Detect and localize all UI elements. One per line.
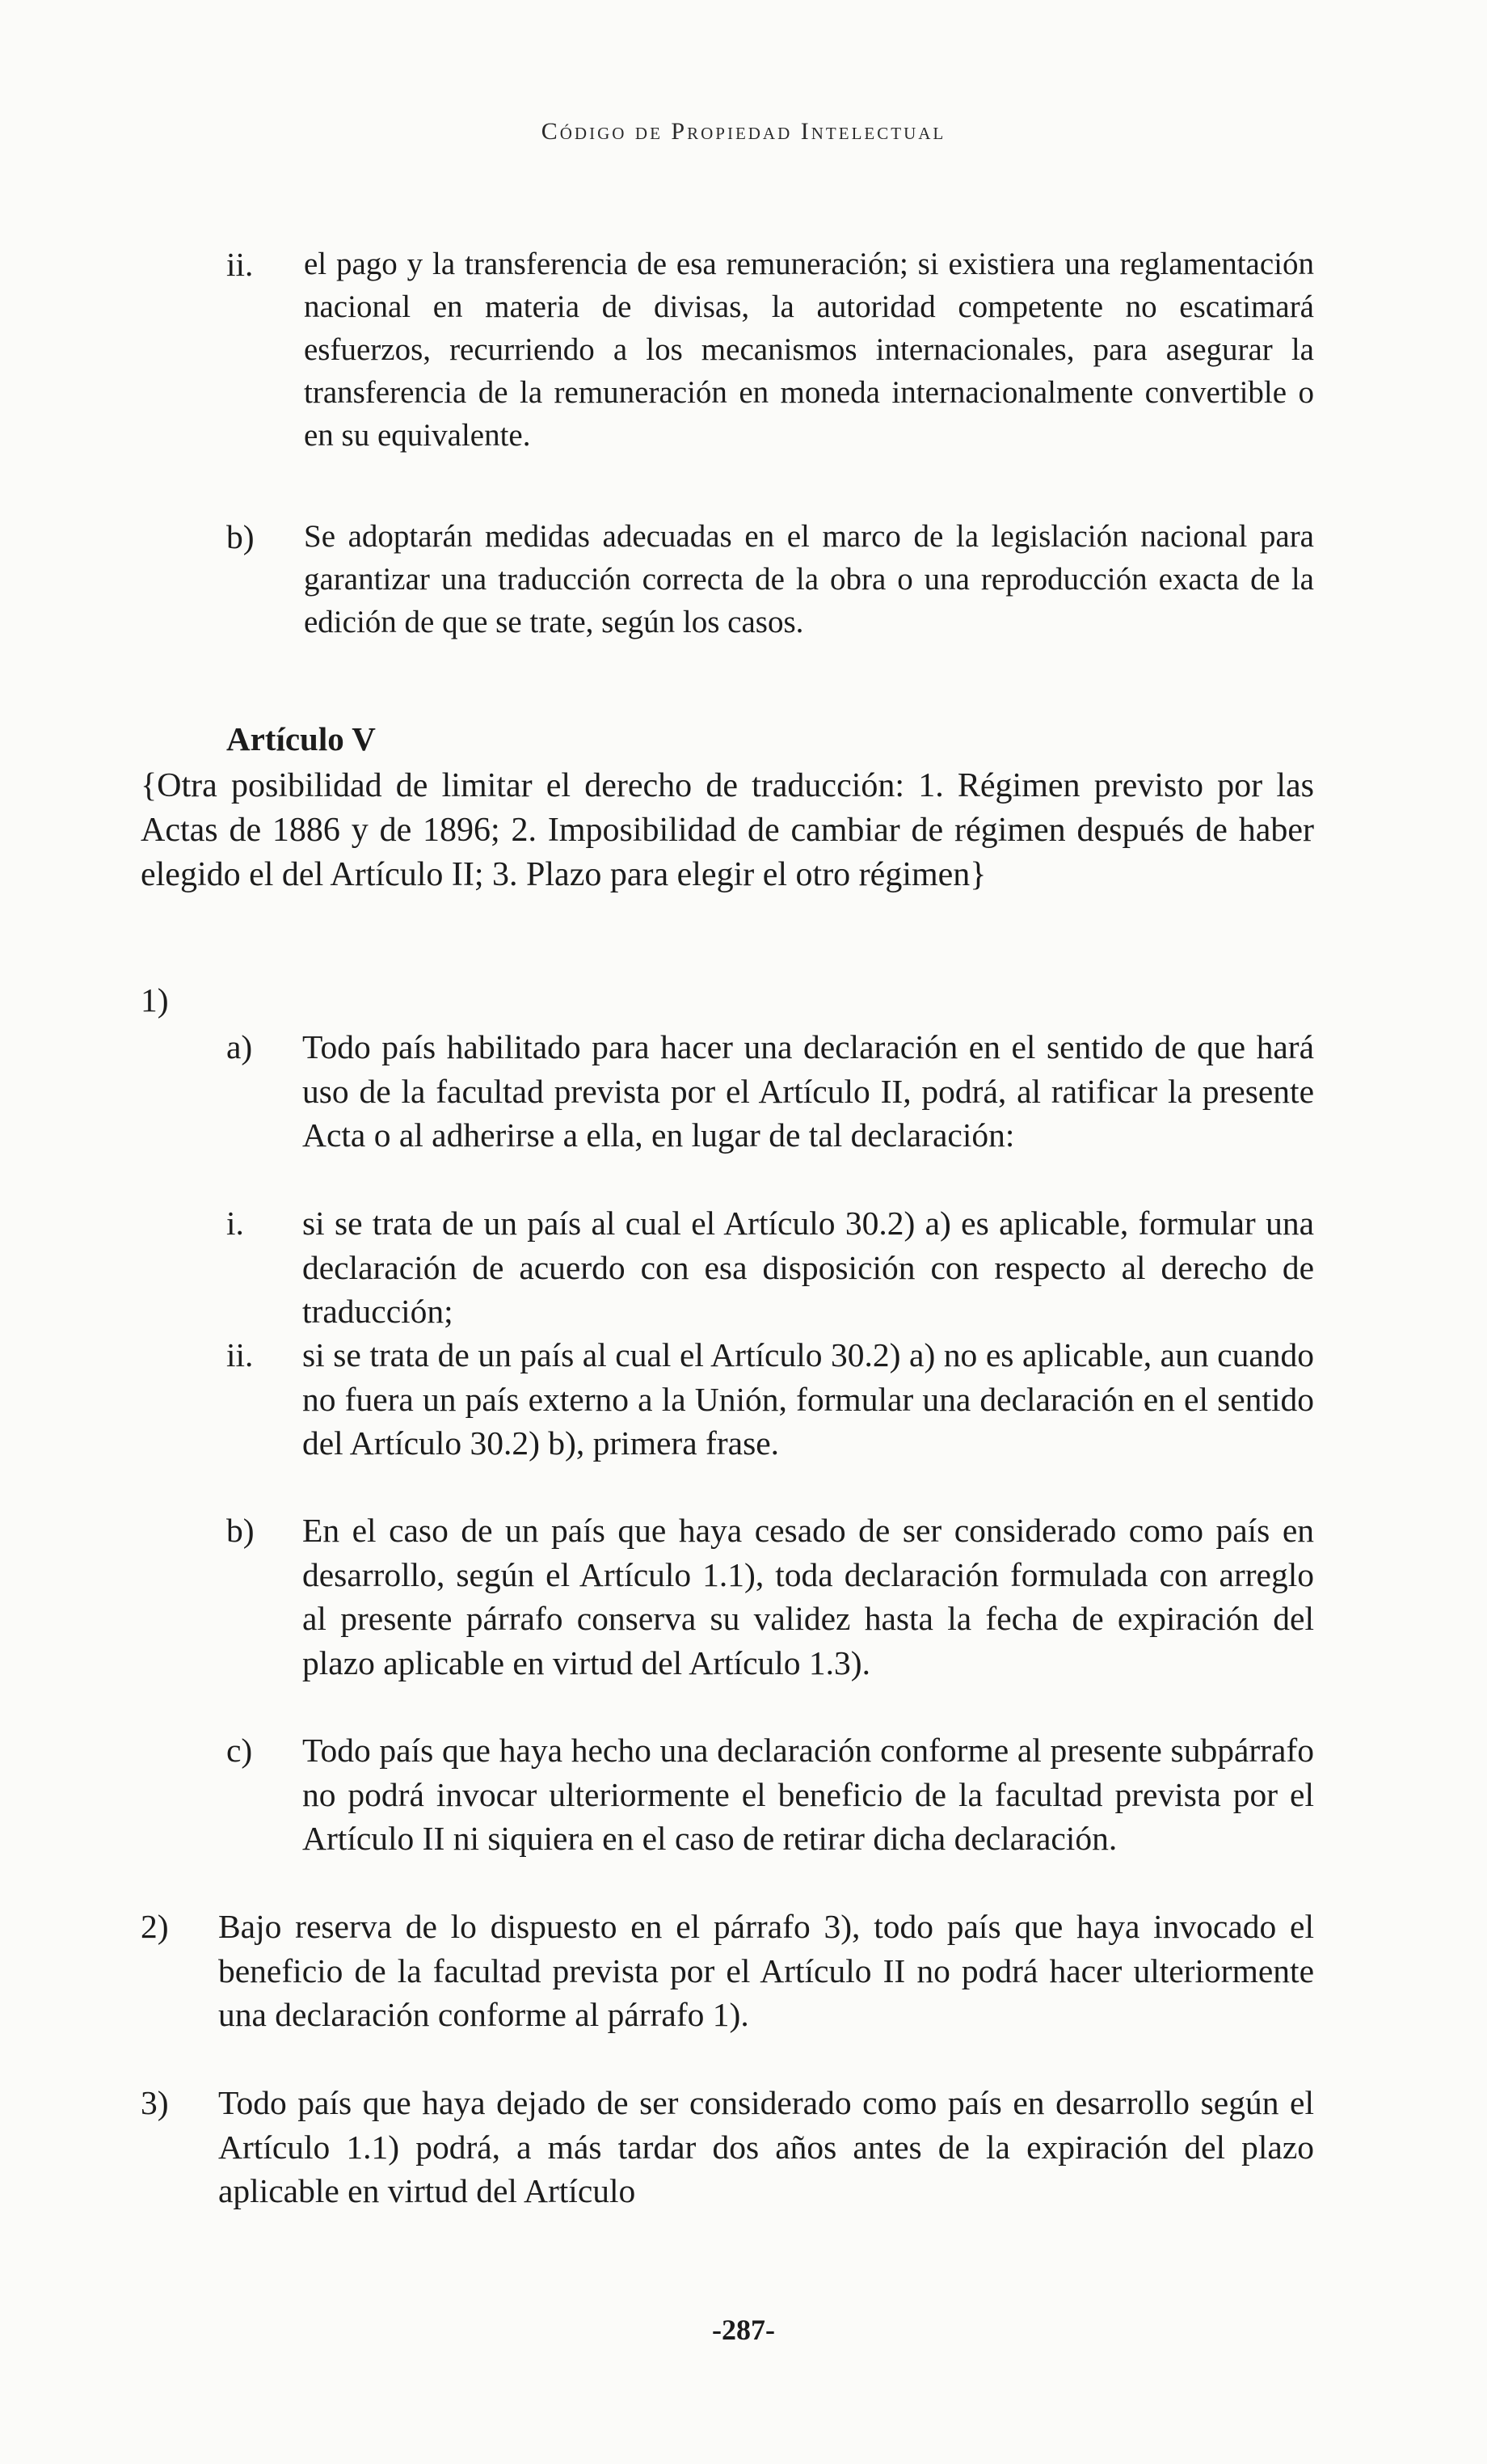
item-ii-text-2: si se trata de un país al cual el Artículo 30.2) a) no es aplicable, aun cuando no fuera un país externo a la Unión, formular una declaración en el sentido del Artículo 30.2) b), primera frase. [302,1336,1314,1462]
subparagraph-c-text: Todo país que haya hecho una declaración conforme al presente subpárrafo no podrá invocar ulteriormente el beneficio de la facultad prevista por el Artículo II ni siquiera en el caso de retirar dicha declaración. [302,1732,1314,1857]
page-number: -287- [712,2314,775,2346]
subparagraph-b-text: En el caso de un país que haya cesado de ser considerado como país en desarrollo, según el Artículo 1.1), toda declaración formulada con arreglo al presente párrafo conserva su validez hasta la fecha de expiración del plazo aplicable en virtud del Artículo 1.3). [302,1512,1314,1681]
subparagraph-b-label: b) [226,1512,255,1549]
paragraph-2-label: 2) [141,1908,169,1945]
paragraph-1-label: 1) [141,981,169,1019]
running-header: Código de Propiedad Intelectual [541,118,946,145]
subparagraph-a-text: Todo país habilitado para hacer una declaración en el sentido de que hará uso de la facultad prevista por el Artículo II, podrá, al ratificar la presente Acta o al adherirse a ella, en lugar de tal declaración: [302,1028,1314,1154]
paragraph-3-label: 3) [141,2084,169,2121]
item-b-text: Se adoptarán medidas adecuadas en el marco de la legislación nacional para garantizar una traducción correcta de la obra o una reproducción exacta de la edición de que se trate, según los casos. [304,519,1314,639]
item-b-label: b) [226,518,255,555]
paragraph-3-text: Todo país que haya dejado de ser considerado como país en desarrollo según el Artículo 1.1) podrá, a más tardar dos años antes de la expiración del plazo aplicable en virtud del Artículo [218,2084,1314,2209]
item-ii-label: ii. [226,246,254,283]
subparagraph-c-label: c) [226,1732,253,1769]
subparagraph-a-label: a) [226,1028,253,1065]
item-ii-label-2: ii. [226,1336,254,1373]
article-summary: {Otra posibilidad de limitar el derecho de traducción: 1. Régimen previsto por las Actas de 1886 y de 1896; 2. Imposibilidad de cambiar de régimen después de haber elegido el del Artículo II; 3. Plazo para elegir el otro régimen} [141,767,1314,893]
paragraph-2-text: Bajo reserva de lo dispuesto en el párrafo 3), todo país que haya invocado el beneficio de la facultad prevista por el Artículo II no podrá hacer ulteriormente una declaración conforme al párrafo 1). [218,1908,1314,2033]
item-i-text: si se trata de un país al cual el Artículo 30.2) a) es aplicable, formular una declaración de acuerdo con esa disposición con respecto al derecho de traducción; [302,1205,1314,1330]
article-heading: Artículo V [226,720,376,757]
item-i-label: i. [226,1205,244,1242]
item-ii-text: el pago y la transferencia de esa remuneración; si existiera una reglamentación nacional en materia de divisas, la autoridad competente no escatimará esfuerzos, recurriendo a los mecanismos internacionales, para asegurar la transferencia de la remuneración en moneda internacionalmente convertible o en su equivalente. [304,247,1314,453]
